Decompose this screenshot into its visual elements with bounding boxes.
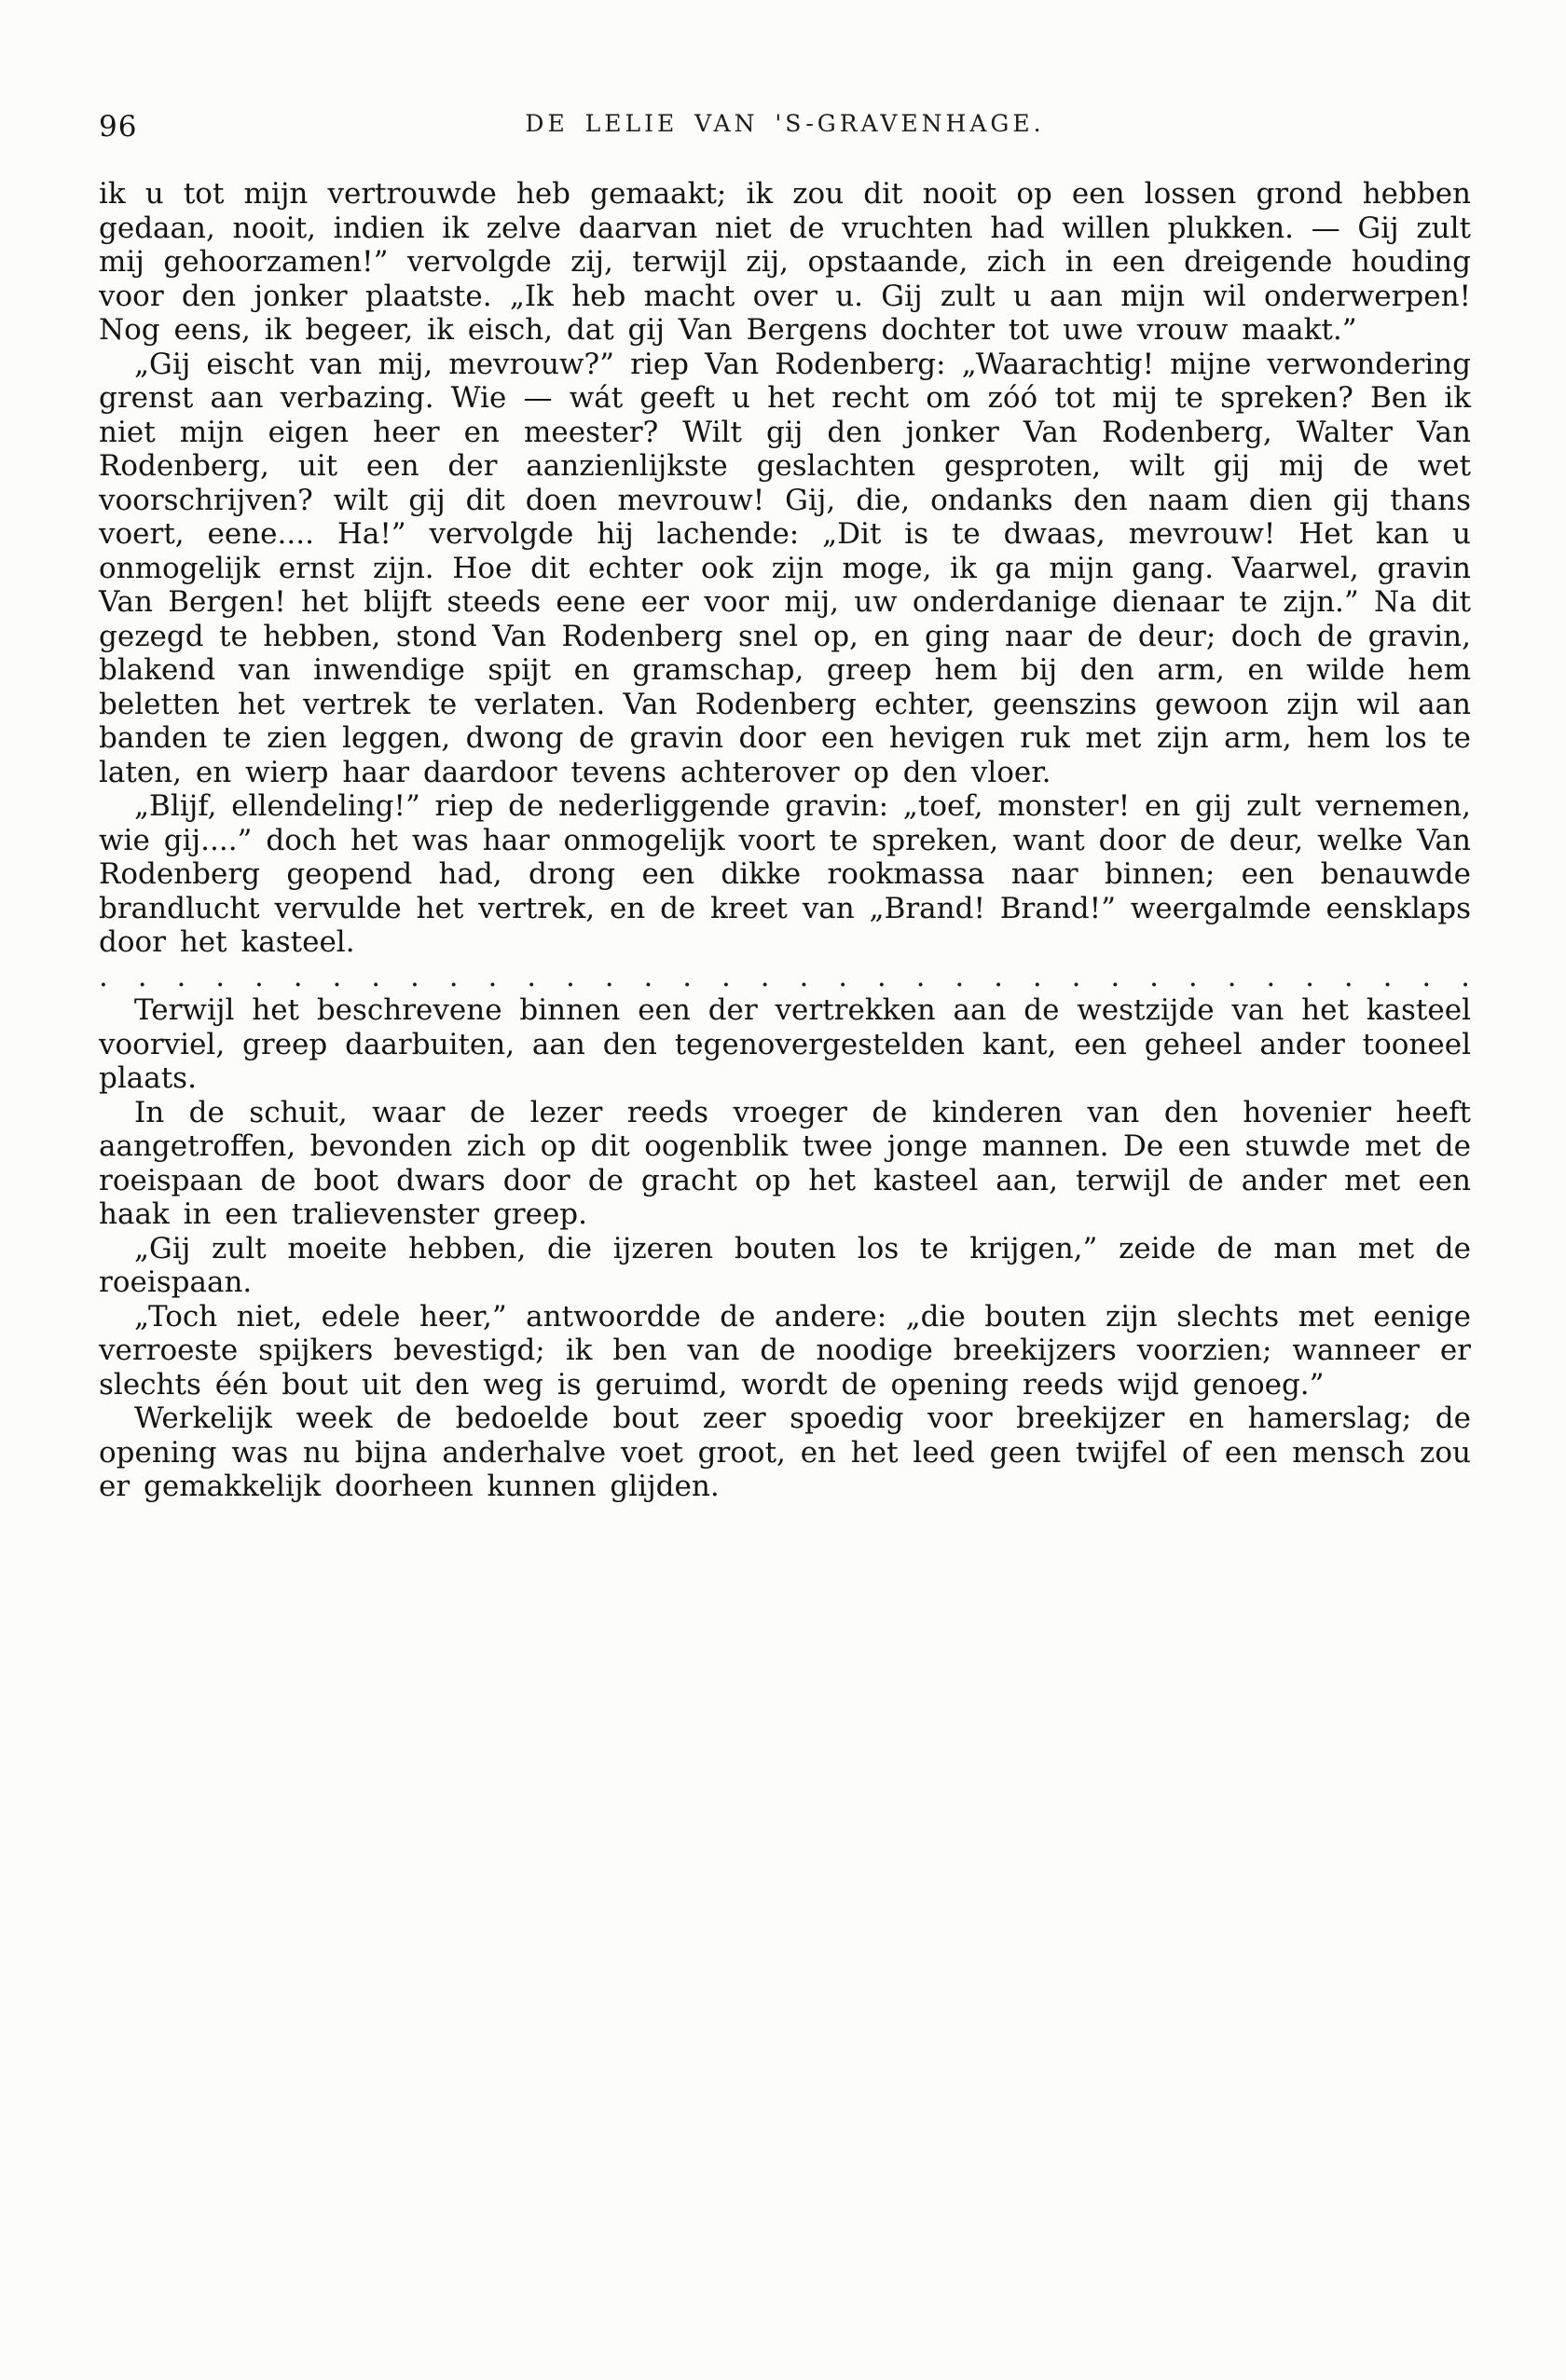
page-number: 96 (99, 110, 138, 144)
paragraph: Terwijl het beschrevene binnen een der vertrekken aan de westzijde van het kasteel voorviel, greep daarbuiten, aan den tegenovergestelden kant, een geheel ander tooneel plaats. (99, 993, 1471, 1095)
paragraph: In de schuit, waar de lezer reeds vroeger de kinderen van den hovenier heeft aangetroffen, bevonden zich op dit oogenblik twee jonge mannen. De een stuwde met de roeispaan de boot dwars door de gracht op het kasteel aan, terwijl de ander met een haak in een tralievenster greep. (99, 1095, 1471, 1231)
paragraph: „Gij zult moeite hebben, die ijzeren bouten los te krijgen,” zeide de man met de roeispaan. (99, 1231, 1471, 1299)
dotted-separator: . . . . . . . . . . . . . . . . . . . . . . . . . . . . . . . . . . . . (99, 959, 1471, 993)
text-block (99, 177, 1471, 1504)
page-header (99, 110, 1471, 151)
paragraph: „Toch niet, edele heer,” antwoordde de andere: „die bouten zijn slechts met eenige verroeste spijkers bevestigd; ik ben van de noodige breekijzers voorzien; wanneer er slechts één bout uit den weg is geruimd, wordt de opening reeds wijd genoeg.” (99, 1299, 1471, 1402)
paragraph: „Blijf, ellendeling!” riep de nederliggende gravin: „toef, monster! en gij zult vernemen, wie gij....” doch het was haar onmogelijk voort te spreken, want door de deur, welke Van Rodenberg geopend had, drong een dikke rookmassa naar binnen; een benauwde brandlucht vervulde het vertrek, en de kreet van „Brand! Brand!” weergalmde eensklaps door het kasteel. (99, 789, 1471, 959)
paragraph: ik u tot mijn vertrouwde heb gemaakt; ik zou dit nooit op een lossen grond hebben gedaan, nooit, indien ik zelve daarvan niet de vruchten had willen plukken. — Gij zult mij gehoorzamen!” vervolgde zij, terwijl zij, opstaande, zich in een dreigende houding voor den jonker plaatste. „Ik heb macht over u. Gij zult u aan mijn wil onderwerpen! Nog eens, ik begeer, ik eisch, dat gij Van Bergens dochter tot uwe vrouw maakt.” (99, 177, 1471, 347)
paragraph: „Gij eischt van mij, mevrouw?” riep Van Rodenberg: „Waarachtig! mijne verwondering grenst aan verbazing. Wie — wát geeft u het recht om zóó tot mij te spreken? Ben ik niet mijn eigen heer en meester? Wilt gij den jonker Van Rodenberg, Walter Van Rodenberg, uit een der aanzienlijkste geslachten gesproten, wilt gij mij de wet voorschrijven? wilt gij dit doen mevrouw! Gij, die, ondanks den naam dien gij thans voert, eene.... Ha!” vervolgde hij lachende: „Dit is te dwaas, mevrouw! Het kan u onmogelijk ernst zijn. Hoe dit echter ook zijn moge, ik ga mijn gang. Vaarwel, gravin Van Bergen! het blijft steeds eene eer voor mij, uw onderdanige dienaar te zijn.” Na dit gezegd te hebben, stond Van Rodenberg snel op, en ging naar de deur; doch de gravin, blakend van inwendige spijt en gramschap, greep hem bij den arm, en wilde hem beletten het vertrek te verlaten. Van Rodenberg echter, geenszins gewoon zijn wil aan banden te zien leggen, dwong de gravin door een hevigen ruk met zijn arm, hem los te laten, en wierp haar daardoor tevens achterover op den vloer. (99, 347, 1471, 789)
paragraph: Werkelijk week de bedoelde bout zeer spoedig voor breekijzer en hamerslag; de opening was nu bijna anderhalve voet groot, en het leed geen twijfel of een mensch zou er gemakkelijk doorheen kunnen glijden. (99, 1402, 1471, 1503)
running-title: DE LELIE VAN 'S-GRAVENHAGE. (525, 110, 1045, 137)
